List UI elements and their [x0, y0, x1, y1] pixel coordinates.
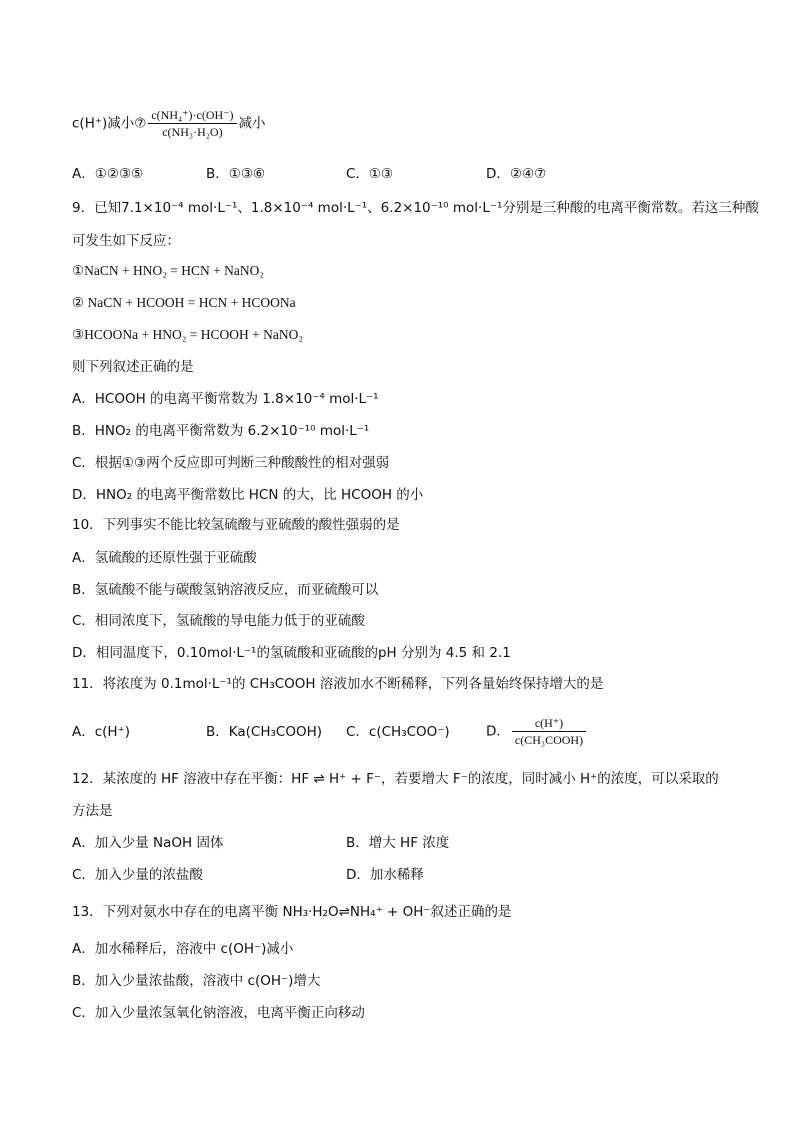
q11-options: [72, 716, 588, 747]
q12-option-b[interactable]: B．增大 HF 浓度: [346, 835, 450, 851]
q11-option-c[interactable]: C．c(CH₃COO⁻): [346, 723, 450, 740]
q11-option-d-fraction: [512, 716, 586, 747]
q9-option-c[interactable]: C．根据①③两个反应即可判断三种酸酸性的相对强弱: [72, 455, 390, 471]
q12-options-row1: [72, 834, 449, 852]
q12-stem-line1: 12．某浓度的 HF 溶液中存在平衡：HF ⇌ H⁺ + F⁻，若要增大 F⁻的浓度，同时减小 H⁺的浓度，可以采取的: [72, 771, 719, 787]
q8-fraction: [148, 108, 236, 139]
q13-option-c[interactable]: C．加入少量浓氢氧化钠溶液，电离平衡正向移动: [72, 1005, 365, 1021]
q11-option-b[interactable]: B．Ka(CH₃COOH): [206, 723, 323, 740]
q12-option-a[interactable]: A．加入少量 NaOH 固体: [72, 835, 224, 851]
q8-tail-suffix: 减小: [238, 115, 266, 132]
q9-stem-line1: 9．已知7.1×10⁻⁴ mol·L⁻¹、1.8×10⁻⁴ mol·L⁻¹、6.2×10⁻¹⁰ mol·L⁻¹分别是三种酸的电离平衡常数。若这三种酸: [72, 200, 759, 216]
q11-option-d-denominator: c(CH₃COOH): [514, 733, 584, 747]
q13-option-a[interactable]: A．加水稀释后，溶液中 c(OH⁻)减小: [72, 941, 294, 957]
q12-options-row2: [72, 866, 424, 884]
q8-option-c[interactable]: C．①③: [346, 166, 394, 182]
q8-option-d[interactable]: D．②④⑦: [486, 166, 547, 182]
q8-frac-numerator: c(NH₄⁺)·c(OH⁻): [148, 108, 236, 124]
q9-stem-line2: 可发生如下反应：: [72, 233, 180, 249]
q12-stem-line2: 方法是: [72, 803, 113, 819]
q8-tail-line: [72, 108, 266, 139]
q8-option-a[interactable]: A．①②③⑤: [72, 166, 144, 182]
q11-stem: 11．将浓度为 0.1mol·L⁻¹的 CH₃COOH 溶液加水不断稀释，下列各量始终保持增大的是: [72, 676, 604, 692]
q13-stem: 13．下列对氨水中存在的电离平衡 NH₃·H₂O⇌NH₄⁺ + OH⁻叙述正确的是: [72, 904, 512, 920]
q8-tail-prefix: c(H⁺)减小⑦: [72, 115, 147, 132]
q9-option-b[interactable]: B．HNO₂ 的电离平衡常数为 6.2×10⁻¹⁰ mol·L⁻¹: [72, 423, 370, 439]
q10-option-a[interactable]: A．氢硫酸的还原性强于亚硫酸: [72, 550, 257, 566]
q9-reaction-1: ①NaCN + HNO₂ = HCN + NaNO₂: [72, 263, 265, 278]
q12-option-d[interactable]: D．加水稀释: [346, 867, 424, 883]
q11-option-d-label: D．: [486, 723, 510, 740]
q10-option-c[interactable]: C．相同浓度下，氢硫酸的导电能力低于的亚硫酸: [72, 613, 365, 629]
q10-stem: 10．下列事实不能比较氢硫酸与亚硫酸的酸性强弱的是: [72, 517, 400, 533]
q8-frac-denominator: c(NH₃·H₂O): [162, 125, 223, 139]
q9-option-d[interactable]: D．HNO₂ 的电离平衡常数比 HCN 的大，比 HCOOH 的小: [72, 487, 424, 503]
q8-options: [72, 165, 546, 183]
q11-option-a[interactable]: A．c(H⁺): [72, 723, 130, 740]
q8-option-b[interactable]: B．①③⑥: [206, 166, 266, 182]
q9-ask: 则下列叙述正确的是: [72, 359, 194, 375]
q12-option-c[interactable]: C．加入少量的浓盐酸: [72, 867, 203, 883]
q10-option-d[interactable]: D．相同温度下，0.10mol·L⁻¹的氢硫酸和亚硫酸的pH 分别为 4.5 和 2.1: [72, 645, 511, 661]
q11-option-d-numerator: c(H⁺): [512, 716, 586, 732]
q10-option-b[interactable]: B．氢硫酸不能与碳酸氢钠溶液反应，而亚硫酸可以: [72, 582, 379, 598]
q9-reaction-2: ② NaCN + HCOOH = HCN + HCOONa: [72, 295, 296, 310]
q9-option-a[interactable]: A．HCOOH 的电离平衡常数为 1.8×10⁻⁴ mol·L⁻¹: [72, 391, 379, 407]
q9-reaction-3: ③HCOONa + HNO₂ = HCOOH + NaNO₂: [72, 327, 304, 342]
q13-option-b[interactable]: B．加入少量浓盐酸，溶液中 c(OH⁻)增大: [72, 973, 321, 989]
q11-option-d[interactable]: [486, 716, 588, 747]
